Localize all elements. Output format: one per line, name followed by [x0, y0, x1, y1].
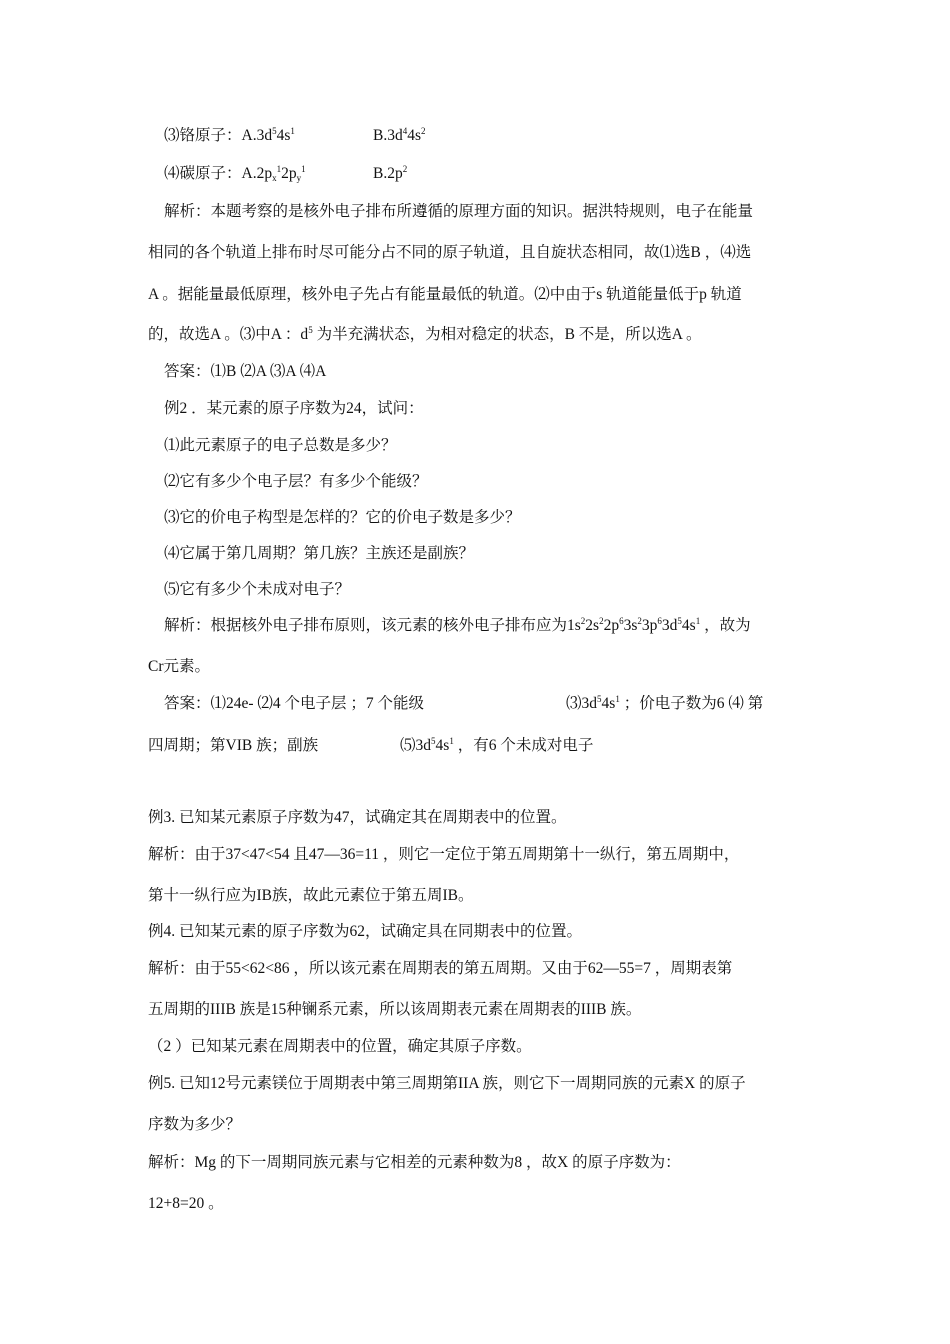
question-2: ⑵它有多少个电子层？有多少个能级？: [164, 473, 428, 490]
superscript: 2: [637, 616, 642, 626]
text: 答案：⑴24e- ⑵4 个电子层 ；7 个能级: [164, 695, 425, 712]
text: 4s: [435, 737, 450, 754]
text: 3s: [623, 617, 638, 634]
analysis-line-1: 解析：本题考察的是核外电子排布所遵循的原理方面的知识。据洪特规则，电子在能量: [164, 203, 754, 220]
example-5-analysis-2: 12+8=20 。: [148, 1195, 224, 1212]
text: ⑶铬原子：A.3d: [164, 127, 273, 144]
superscript: 1: [276, 164, 282, 174]
text: 2p: [603, 617, 620, 634]
analysis-line-3: A 。据能量最低原理，核外电子先占有能量最低的轨道。⑵中由于s 轨道能量低于p 轨道: [148, 286, 742, 303]
chromium-option-line: [164, 126, 426, 146]
text: 4s: [407, 127, 422, 144]
superscript: 6: [619, 616, 624, 626]
analysis-line-4: [148, 325, 702, 345]
text: ⑷碳原子：A.2p: [164, 165, 273, 182]
question-3: ⑶它的价电子构型是怎样的？它的价电子数是多少？: [164, 509, 521, 526]
superscript: 1: [301, 164, 306, 174]
text: 4s: [681, 617, 696, 634]
analysis-2-line-1: [164, 616, 751, 636]
superscript: 2: [402, 164, 408, 174]
example-4-analysis-2: 五周期的IIIB 族是15种镧系元素，所以该周期表元素在周期表的IIIB 族。: [148, 1001, 642, 1018]
superscript: 1: [449, 736, 454, 746]
text: 2s: [585, 617, 600, 634]
text: B.2p: [373, 165, 403, 182]
superscript: 1: [290, 126, 295, 136]
superscript: 5: [677, 616, 682, 626]
example-3-analysis-1: 解析：由于37<47<54 且47—36=11 ，则它一定位于第五周期第十一纵行，第五周期中，: [148, 846, 740, 863]
superscript: 5: [597, 694, 602, 704]
superscript: 4: [402, 126, 408, 136]
example-3-heading: 例3. 已知某元素原子序数为47，试确定其在周期表中的位置。: [148, 809, 567, 826]
text: 四周期；第VIB 族；副族: [148, 737, 319, 754]
subscript: y: [296, 173, 302, 183]
superscript: 2: [599, 616, 604, 626]
text: 解析：根据核外电子排布原则，该元素的核外电子排布应为1s: [164, 617, 581, 634]
text: ；价电子数为6 ⑷ 第: [619, 695, 764, 712]
subscript: x: [272, 173, 277, 183]
superscript: 2: [421, 126, 426, 136]
example-4-analysis-1: 解析：由于55<62<86 ，所以该元素在周期表的第五周期。又由于62—55=7 ，周期表第: [148, 960, 733, 977]
example-4-heading: 例4. 已知某元素的原子序数为62，试确定具在同期表中的位置。: [148, 923, 583, 940]
example-3-analysis-2: 第十一纵行应为IB族，故此元素位于第五周IB。: [148, 887, 474, 904]
superscript: 1: [695, 616, 701, 626]
text: B.3d: [373, 127, 403, 144]
example-5-heading: 例5. 已知12号元素镁位于周期表中第三周期第IIA 族，则它下一周期同族的元素X 的原子: [148, 1075, 746, 1092]
text: 4s: [276, 127, 291, 144]
question-4: ⑷它属于第几周期？第几族？主族还是副族？: [164, 545, 475, 562]
analysis-line-2: 相同的各个轨道上排布时尽可能分占不同的原子轨道，且自旋状态相同，故⑴选B ，⑷选: [148, 244, 752, 261]
question-5: ⑸它有多少个未成对电子？: [164, 581, 351, 598]
text: 2p: [281, 165, 297, 182]
answer-2-line-1: [164, 694, 764, 714]
text: 3d: [661, 617, 678, 634]
text: ⑸3d: [400, 737, 432, 754]
superscript: 2: [580, 616, 586, 626]
superscript: 5: [308, 325, 313, 335]
superscript: 1: [615, 694, 620, 704]
text: 4s: [601, 695, 616, 712]
example-2-heading: 例2 ．某元素的原子序数为24，试问：: [164, 400, 424, 417]
text: 的，故选A 。⑶中A ：d: [148, 326, 309, 343]
example-5-heading-cont: 序数为多少？: [148, 1116, 242, 1133]
carbon-option-line: [164, 164, 408, 184]
text: ，故为: [700, 617, 751, 634]
superscript: 5: [431, 736, 436, 746]
example-5-analysis-1: 解析：Mg 的下一周期同族元素与它相差的元素种数为8 ，故X 的原子序数为：: [148, 1154, 681, 1171]
text: 为半充满状态，为相对稳定的状态，B 不是，所以选A 。: [312, 326, 702, 343]
superscript: 6: [657, 616, 662, 626]
text: ，有6 个未成对电子: [453, 737, 594, 754]
answer-2-line-2: [148, 736, 594, 756]
analysis-2-line-2: Cr元素。: [148, 658, 211, 675]
question-1: ⑴此元素原子的电子总数是多少？: [164, 437, 397, 454]
superscript: 5: [272, 126, 277, 136]
text: ⑶3d: [566, 695, 598, 712]
section-2-heading: （2 ）已知某元素在周期表中的位置，确定其原子序数。: [148, 1038, 532, 1055]
answer-line-1: 答案：⑴B ⑵A ⑶A ⑷A: [164, 363, 327, 380]
text: 3p: [641, 617, 658, 634]
